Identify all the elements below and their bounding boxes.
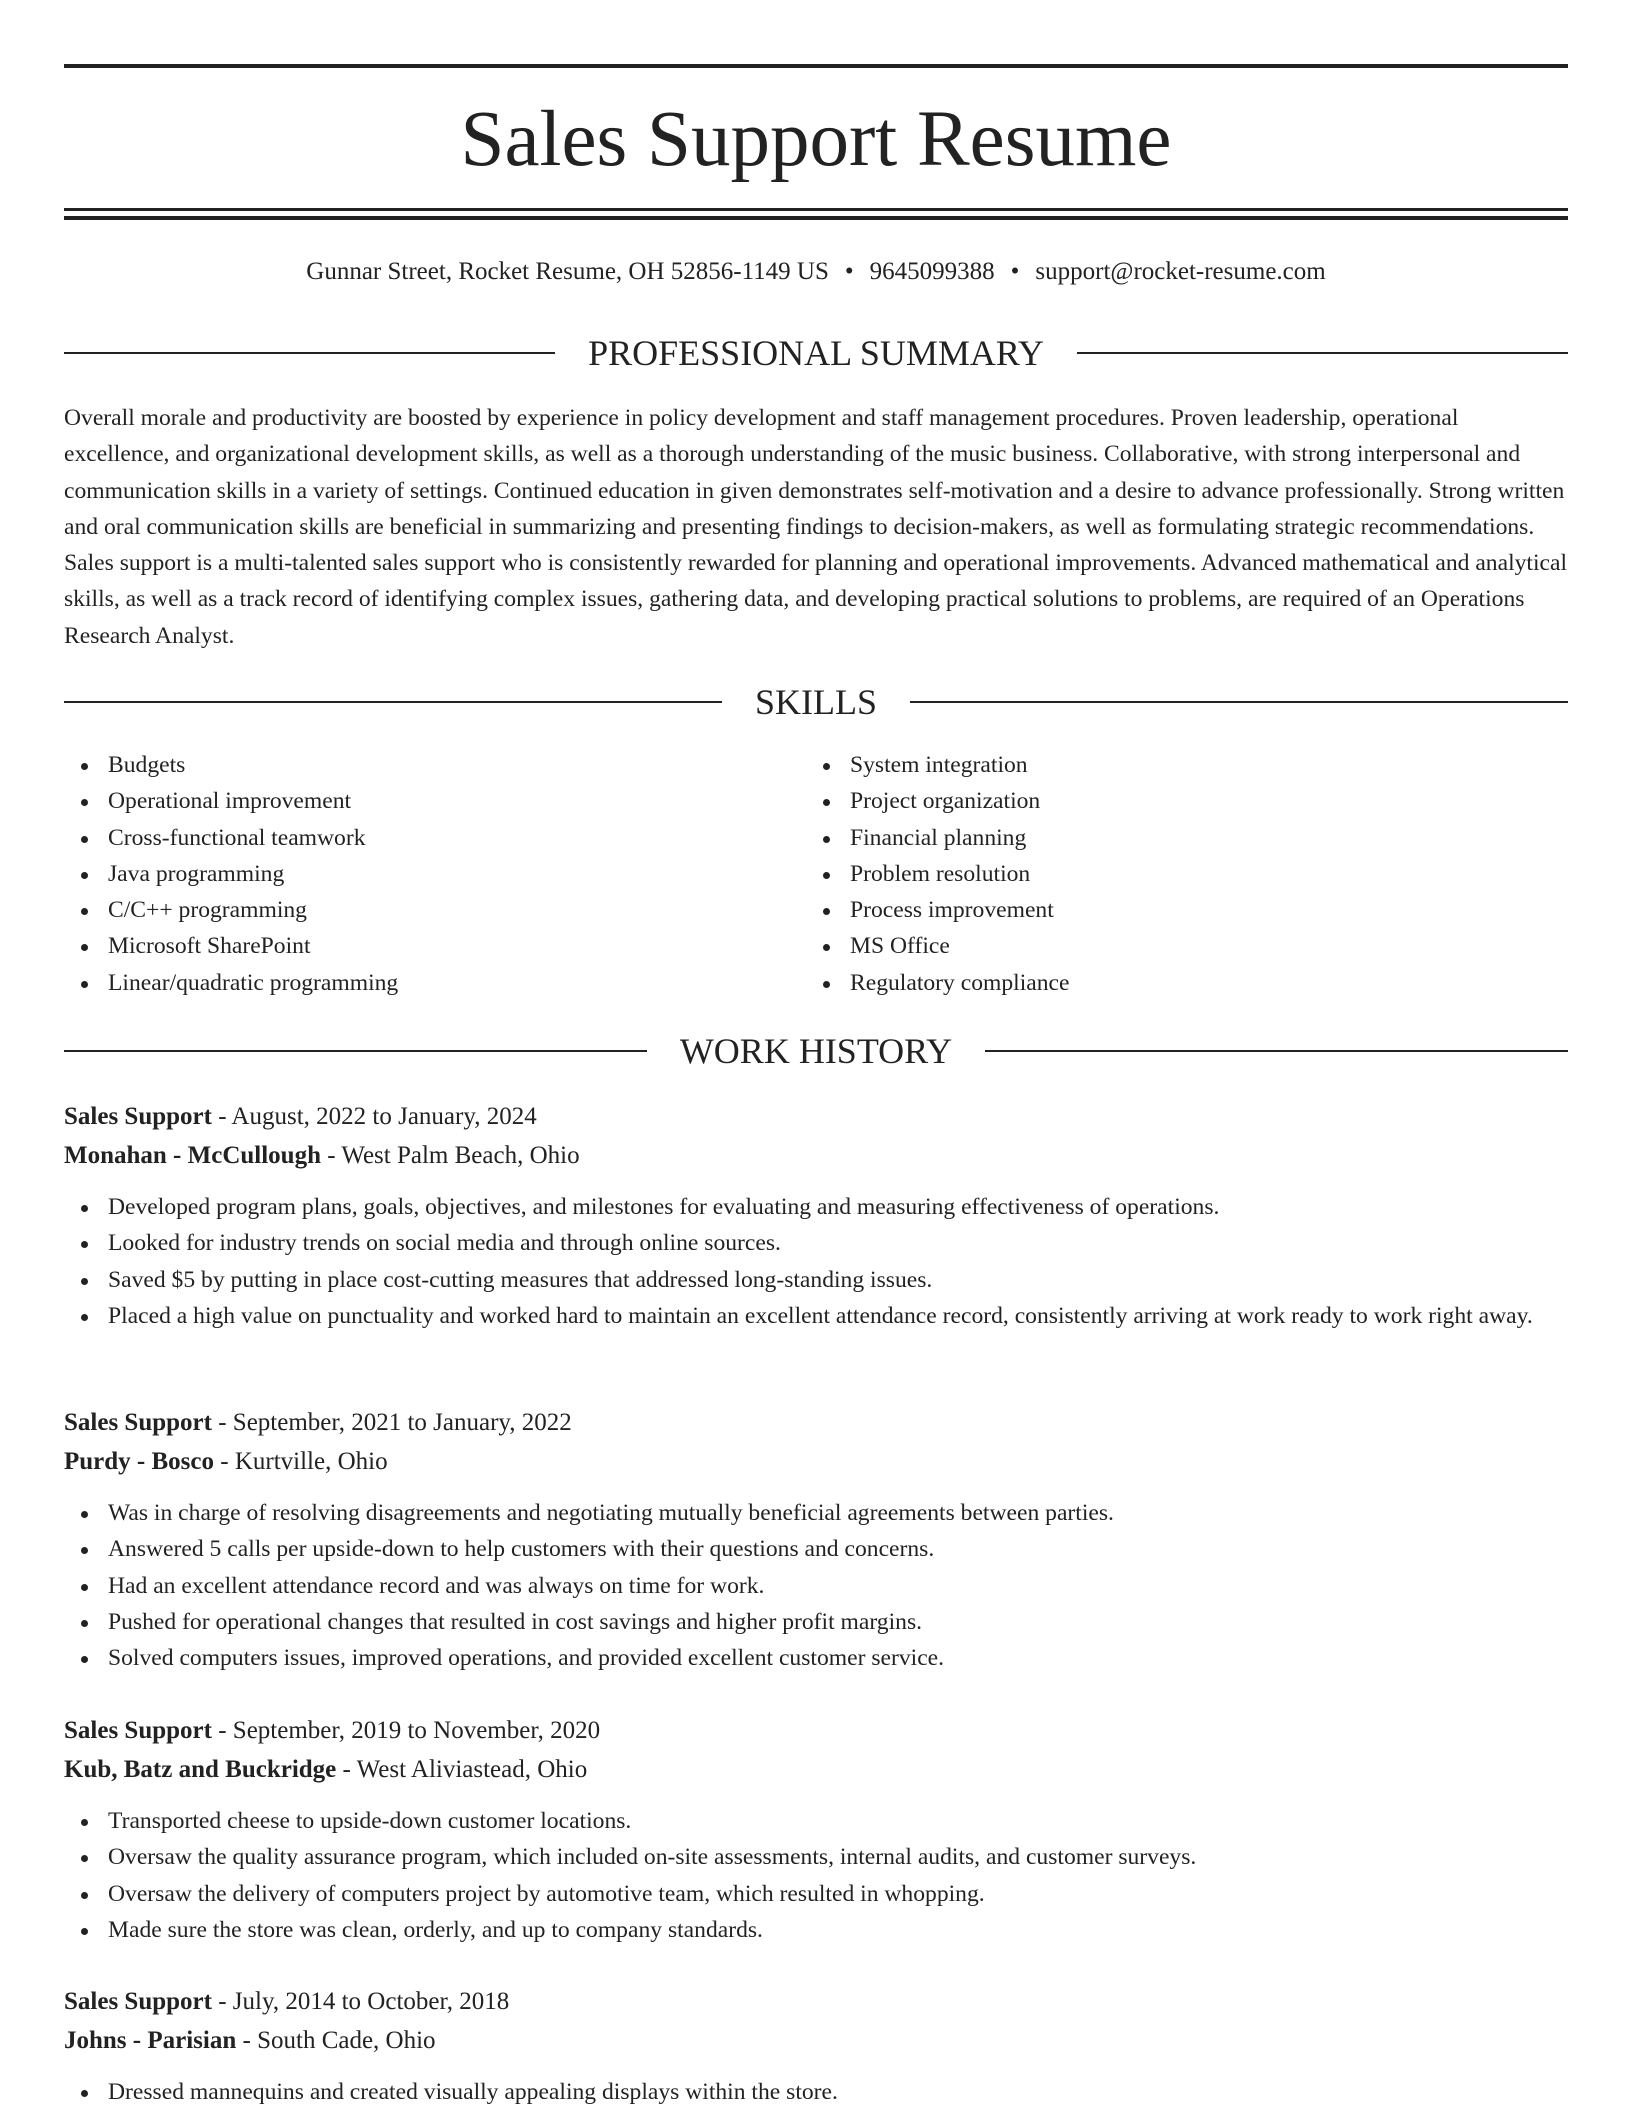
skills-column-right xyxy=(806,747,1550,1001)
job-title-line xyxy=(64,1711,1568,1750)
title-rule-lower xyxy=(64,216,1568,220)
skill-item: Problem resolution xyxy=(850,856,1550,892)
skill-item: Java programming xyxy=(108,856,806,892)
skill-item: Project organization xyxy=(850,783,1550,819)
job-company-line xyxy=(64,2021,1568,2060)
heading-rule-left xyxy=(64,352,555,354)
skill-item: Microsoft SharePoint xyxy=(108,928,806,964)
job-company: Kub, Batz and Buckridge xyxy=(64,1756,337,1783)
section-heading-skills xyxy=(64,680,1568,724)
job-bullet: Dressed mannequins and created visually appealing displays within the store. xyxy=(108,2074,1568,2110)
job-bullets xyxy=(64,1189,1568,1334)
job-entry xyxy=(64,1403,1568,1676)
skill-item: Financial planning xyxy=(850,820,1550,856)
skill-item: Process improvement xyxy=(850,892,1550,928)
heading-rule-left xyxy=(64,1050,647,1052)
skill-item: Budgets xyxy=(108,747,806,783)
job-dates: - September, 2021 to January, 2022 xyxy=(211,1409,572,1436)
job-entry xyxy=(64,1711,1568,1948)
job-company: Monahan - McCullough xyxy=(64,1142,321,1169)
job-location: - West Palm Beach, Ohio xyxy=(320,1142,580,1169)
job-bullets xyxy=(64,2074,1568,2110)
job-bullet: Was in charge of resolving disagreements and negotiating mutually beneficial agreements between parties. xyxy=(108,1495,1568,1531)
job-role: Sales Support xyxy=(64,1988,212,2015)
job-role: Sales Support xyxy=(64,1717,212,1744)
title-rule-upper xyxy=(64,208,1568,211)
heading-rule-right xyxy=(985,1050,1568,1052)
job-bullet: Oversaw the delivery of computers project by automotive team, which resulted in whopping. xyxy=(108,1876,1568,1912)
job-company-line xyxy=(64,1750,1568,1789)
job-bullet: Oversaw the quality assurance program, which included on-site assessments, internal audits, and customer surveys. xyxy=(108,1839,1568,1875)
job-location: - South Cade, Ohio xyxy=(236,2027,436,2054)
job-title-line xyxy=(64,1097,1568,1136)
job-role: Sales Support xyxy=(64,1103,212,1130)
section-heading-work-history xyxy=(64,1029,1568,1073)
contact-email: support@rocket-resume.com xyxy=(1035,258,1326,285)
job-bullet: Made sure the store was clean, orderly, and up to company standards. xyxy=(108,1912,1568,1948)
job-bullet: Looked for industry trends on social media and through online sources. xyxy=(108,1225,1568,1261)
heading-rule-right xyxy=(1077,352,1568,354)
heading-rule-left xyxy=(64,701,722,703)
section-heading-label: SKILLS xyxy=(755,682,878,722)
skill-item: MS Office xyxy=(850,928,1550,964)
job-company: Johns - Parisian xyxy=(64,2027,237,2054)
job-dates: - September, 2019 to November, 2020 xyxy=(211,1717,601,1744)
job-entry xyxy=(64,1097,1568,1334)
job-bullet: Pushed for operational changes that resulted in cost savings and higher profit margins. xyxy=(108,1604,1568,1640)
skills-list xyxy=(64,747,1568,1001)
job-title-line xyxy=(64,1403,1568,1442)
contact-separator: • xyxy=(844,258,854,285)
contact-address: Gunnar Street, Rocket Resume, OH 52856-1149 US xyxy=(306,258,829,285)
job-bullet: Had an excellent attendance record and was always on time for work. xyxy=(108,1568,1568,1604)
contact-phone: 9645099388 xyxy=(869,258,995,285)
contact-line xyxy=(64,254,1568,290)
job-dates: - August, 2022 to January, 2024 xyxy=(211,1103,537,1130)
job-bullet: Saved $5 by putting in place cost-cutting measures that addressed long-standing issues. xyxy=(108,1262,1568,1298)
job-company-line xyxy=(64,1136,1568,1175)
skill-item: Operational improvement xyxy=(108,783,806,819)
skill-item: Regulatory compliance xyxy=(850,965,1550,1001)
job-bullet: Solved computers issues, improved operations, and provided excellent customer service. xyxy=(108,1640,1568,1676)
section-heading-summary xyxy=(64,331,1568,375)
heading-rule-right xyxy=(910,701,1568,703)
skill-item: C/C++ programming xyxy=(108,892,806,928)
section-heading-label: WORK HISTORY xyxy=(679,1031,953,1071)
resume-title: Sales Support Resume xyxy=(460,96,1172,183)
job-bullets xyxy=(64,1495,1568,1676)
contact-separator: • xyxy=(1010,258,1020,285)
skills-column-left xyxy=(64,747,806,1001)
skill-item: Linear/quadratic programming xyxy=(108,965,806,1001)
skill-item: Cross-functional teamwork xyxy=(108,820,806,856)
job-location: - West Aliviastead, Ohio xyxy=(336,1756,588,1783)
job-bullets xyxy=(64,1803,1568,1948)
job-bullet: Answered 5 calls per upside-down to help customers with their questions and concerns. xyxy=(108,1531,1568,1567)
job-dates: - July, 2014 to October, 2018 xyxy=(211,1988,510,2015)
job-entry xyxy=(64,1982,1568,2110)
job-role: Sales Support xyxy=(64,1409,212,1436)
job-bullet: Placed a high value on punctuality and worked hard to maintain an excellent attendance record, consistently arriving at work ready to work right away. xyxy=(108,1298,1568,1334)
job-bullet: Developed program plans, goals, objectives, and milestones for evaluating and measuring effectiveness of operations. xyxy=(108,1189,1568,1225)
job-company-line xyxy=(64,1442,1568,1481)
job-bullet: Transported cheese to upside-down customer locations. xyxy=(108,1803,1568,1839)
job-location: - Kurtville, Ohio xyxy=(214,1448,388,1475)
section-heading-label: PROFESSIONAL SUMMARY xyxy=(588,333,1044,373)
job-company: Purdy - Bosco xyxy=(64,1448,214,1475)
professional-summary-text: Overall morale and productivity are boosted by experience in policy development and staff management procedures. Proven leadership, operational excellence, and organizational development skills, as well as a thorough understanding of the music business. Collaborative, with strong interpersonal and communication skills in a variety of settings. Continued education in given demonstrates self-motivation and a desire to advance professionally. Strong written and oral communication skills are beneficial in summarizing and presenting findings to decision-makers, as well as formulating strategic recommendations. Sales support is a multi-talented sales support who is consistently rewarded for planning and operational improvements. Advanced mathematical and analytical skills, as well as a track record of identifying complex issues, gathering data, and developing practical solutions to problems, are required of an Operations Research Analyst. xyxy=(64,405,1568,649)
skill-item: System integration xyxy=(850,747,1550,783)
top-rule xyxy=(64,64,1568,68)
job-title-line xyxy=(64,1982,1568,2021)
